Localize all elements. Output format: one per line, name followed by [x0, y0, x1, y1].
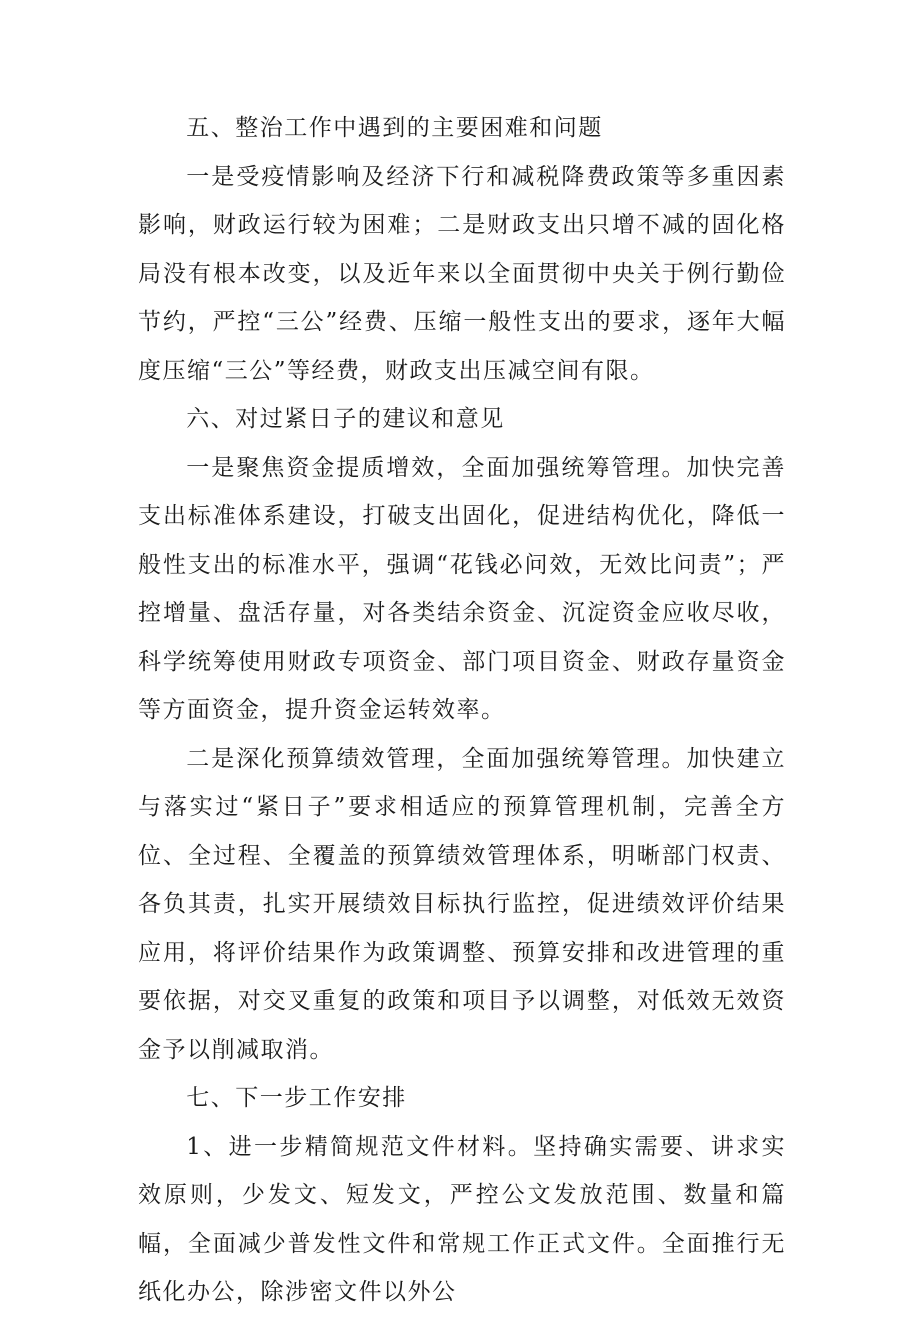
section-heading-6: 六、对过紧日子的建议和意见 [186, 406, 505, 432]
section-heading-5: 五、整治工作中遇到的主要困难和问题 [186, 115, 603, 141]
section-6-paragraph-2: 二是深化预算绩效管理，全面加强统筹管理。加快建立与落实过“紧日子”要求相适应的预算管理机制，完善全方位、全过程、全覆盖的预算绩效管理体系，明晰部门权责、各负其责，扎实开展绩效目标执行监控，促进绩效评价结果应用，将评价结果作为政策调整、预算安排和改进管理的重要依据，对交叉重复的政策和项目予以调整，对低效无效资金予以削减取消。 [138, 745, 786, 1063]
section-5-paragraph-1: 一是受疫情影响及经济下行和减税降费政策等多重因素影响，财政运行较为困难；二是财政支出只增不减的固化格局没有根本改变，以及近年来以全面贯彻中央关于例行勤俭节约，严控“三公”经费、压缩一般性支出的要求，逐年大幅度压缩“三公”等经费，财政支出压减空间有限。 [138, 163, 786, 384]
section-6-paragraph-1: 一是聚焦资金提质增效，全面加强统筹管理。加快完善支出标准体系建设，打破支出固化，促进结构优化，降低一般性支出的标准水平，强调“花钱必问效，无效比问责”；严控增量、盘活存量，对各类结余资金、沉淀资金应收尽收，科学统筹使用财政专项资金、部门项目资金、财政存量资金等方面资金，提升资金运转效率。 [138, 454, 786, 723]
document-body [138, 104, 786, 1317]
section-heading-7: 七、下一步工作安排 [186, 1085, 407, 1111]
section-7-paragraph-1: 1、进一步精简规范文件材料。坚持确实需要、讲求实效原则，少发文、短发文，严控公文发放范围、数量和篇幅，全面减少普发性文件和常规工作正式文件。全面推行无纸化办公，除涉密文件以外公 [138, 1133, 786, 1305]
